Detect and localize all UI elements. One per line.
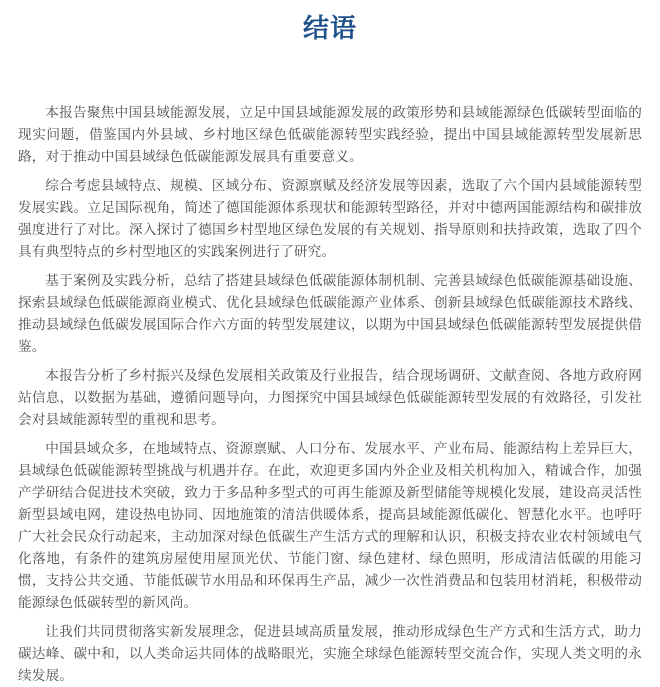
- paragraph-report-focus: 本报告聚焦中国县域能源发展，立足中国县域能源发展的政策形势和县域能源绿色低碳转型面临的现实问题，借鉴国内外县域、乡村地区绿色低碳能源转型实践经验，提出中国县域能源转型发展新思路，对于推动中国县域绿色低碳能源发展具有重要意义。: [18, 105, 642, 165]
- conclusion-body: [18, 102, 642, 687]
- paragraph-closing: 让我们共同贯彻落实新发展理念，促进县域高质量发展，推动形成绿色生产方式和生活方式，助力碳达峰、碳中和，以人类命运共同体的战略眼光，实施全球绿色能源转型交流合作，实现人类文明的永续发展。: [18, 624, 642, 684]
- paragraph-call-to-action: 中国县域众多，在地域特点、资源禀赋、人口分布、发展水平、产业布局、能源结构上差异巨大，县域绿色低碳能源转型挑战与机遇并存。在此，欢迎更多国内外企业及相关机构加入，精诚合作，加强产学研结合促进技术突破，致力于多品种多型式的可再生能源及新型储能等规模化发展，建设高灵活性新型县域电网，建设热电协同、因地施策的清洁供暖体系，提高县域能源低碳化、智慧化水平。也呼吁广大社会民众行动起来，主动加深对绿色低碳生产生活方式的理解和认识，积极支持农业农村领域电气化落地，有条件的建筑房屋使用屋顶光伏、节能门窗、绿色建材、绿色照明，形成清洁低碳的用能习惯，支持公共交通、节能低碳节水用品和环保再生产品，减少一次性消费品和包装用材消耗，积极带动能源绿色低碳转型的新风尚。: [18, 441, 642, 611]
- paragraph-case-selection: 综合考虑县域特点、规模、区域分布、资源禀赋及经济发展等因素，选取了六个国内县域能源转型发展实践。立足国际视角，简述了德国能源体系现状和能源转型路径，并对中德两国能源结构和碳排放强度进行了对比。深入探讨了德国乡村型地区绿色发展的有关规划、指导原则和扶持政策，选取了四个具有典型特点的乡村型地区的实践案例进行了研究。: [18, 178, 642, 260]
- paragraph-research-methods: 本报告分析了乡村振兴及绿色发展相关政策及行业报告，结合现场调研、文献查阅、各地方政府网站信息，以数据为基础，遵循问题导向，力图探究中国县域绿色低碳能源转型发展的有效路径，引发社会对县域能源转型的重视和思考。: [18, 368, 642, 428]
- page-title: 结语: [302, 14, 357, 44]
- paragraph-transition-suggestions: 基于案例及实践分析，总结了搭建县域绿色低碳能源体制机制、完善县域绿色低碳能源基础设施、探索县域绿色低碳能源商业模式、优化县域绿色低碳能源产业体系、创新县域绿色低碳能源技术路线、推动县域绿色低碳发展国际合作六方面的转型发展建议，以期为中国县域绿色低碳能源转型发展提供借鉴。: [18, 273, 642, 355]
